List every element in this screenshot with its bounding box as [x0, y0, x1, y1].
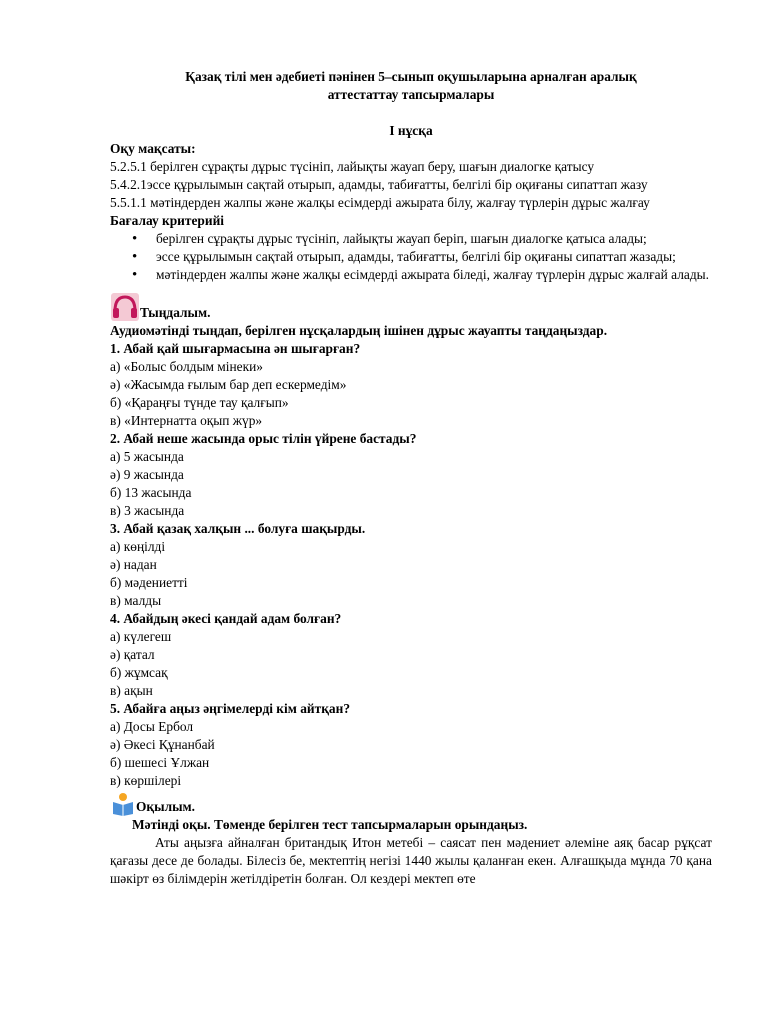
criteria-item: • эссе құрылымын сақтай отырып, адамды, табиғатты, белгілі бір оқиғаны сипаттап жазады; — [156, 248, 712, 266]
answer-option: в) ақын — [110, 683, 153, 698]
answer-option: в) 3 жасында — [110, 503, 185, 518]
question: 4. Абайдың әкесі қандай адам болған? — [110, 611, 342, 626]
answer-option: в) көршілері — [110, 773, 182, 788]
answer-option: а) көңілді — [110, 539, 166, 554]
answer-option: б) «Қараңғы түнде тау қалғып» — [110, 395, 289, 410]
answer-option: ә) «Жасымда ғылым бар деп ескермедім» — [110, 377, 347, 392]
question: 3. Абай қазақ халқын ... болуға шақырды. — [110, 521, 366, 536]
reading-person-icon — [110, 792, 136, 816]
goal-item: 5.2.5.1 берілген сұрақты дұрыс түсініп, лайықты жауап беру, шағын диалогке қатысу — [110, 159, 595, 174]
answer-option: ә) надан — [110, 557, 157, 572]
answer-option: а) «Болыс болдым мінеки» — [110, 359, 263, 374]
criteria-item: • мәтіндерден жалпы және жалқы есімдерді ажырата біледі, жалғау түрлерін дұрыс жалғай алады. — [156, 266, 712, 284]
reading-text: Аты аңызға айналған британдық Итон метебі – саясат пен мәдениет әлеміне аяқ басар рұқсат қағазы десе де болады. Білесіз бе, мектептің негізі 1440 жылы қаланған екен. Алғашқыда мұнда 70 қана шәкірт өз білімдерін жетілдіретін болған. Ол кездері мектеп өте — [110, 835, 712, 886]
answer-option: ә) Әкесі Құнанбай — [110, 737, 215, 752]
answer-option: в) малды — [110, 593, 162, 608]
goals-heading: Оқу мақсаты: — [110, 141, 196, 156]
answer-option: ә) 9 жасында — [110, 467, 184, 482]
question: 5. Абайға аңыз әңгімелерді кім айтқан? — [110, 701, 351, 716]
headphones-icon — [110, 292, 140, 322]
reading-heading: Оқылым. — [136, 799, 196, 814]
goal-item: 5.5.1.1 мәтіндерден жалпы және жалқы есімдерді ажырата білу, жалғау түрлерін дұрыс жалғау — [110, 195, 650, 210]
answer-option: а) Досы Ербол — [110, 719, 194, 734]
answer-option: в) «Интернатта оқып жүр» — [110, 413, 263, 428]
reading-task: Мәтінді оқы. Төменде берілген тест тапсырмаларын орындаңыз. — [132, 817, 528, 832]
answer-option: а) 5 жасында — [110, 449, 184, 464]
answer-option: б) шешесі Ұлжан — [110, 755, 210, 770]
reading-section-heading — [110, 792, 712, 816]
document-page — [110, 68, 712, 888]
document-title-line1: Қазақ тілі мен әдебиеті пәнінен 5–сынып оқушыларына арналған аралық — [185, 69, 637, 84]
criteria-item: • берілген сұрақты дұрыс түсініп, лайықты жауап беріп, шағын диалогке қатыса алады; — [156, 230, 712, 248]
criteria-heading: Бағалау критерийі — [110, 213, 225, 228]
variant-label: I нұсқа — [389, 123, 433, 138]
criteria-list — [110, 230, 712, 284]
answer-option: ә) қатал — [110, 647, 155, 662]
question: 1. Абай қай шығармасына ән шығарған? — [110, 341, 361, 356]
answer-option: б) 13 жасында — [110, 485, 192, 500]
document-title-line2: аттестаттау тапсырмалары — [327, 87, 495, 102]
listening-section-heading — [110, 292, 712, 322]
question: 2. Абай неше жасында орыс тілін үйрене бастады? — [110, 431, 417, 446]
listening-heading: Тыңдалым. — [140, 305, 211, 320]
answer-option: б) мәдениетті — [110, 575, 188, 590]
answer-option: б) жұмсақ — [110, 665, 168, 680]
goal-item: 5.4.2.1эссе құрылымын сақтай отырып, адамды, табиғатты, белгілі бір оқиғаны сипаттап жазу — [110, 177, 648, 192]
listening-instruction: Аудиомәтінді тыңдап, берілген нұсқалардың ішінен дұрыс жауапты таңдаңыздар. — [110, 323, 608, 338]
answer-option: а) күлегеш — [110, 629, 172, 644]
